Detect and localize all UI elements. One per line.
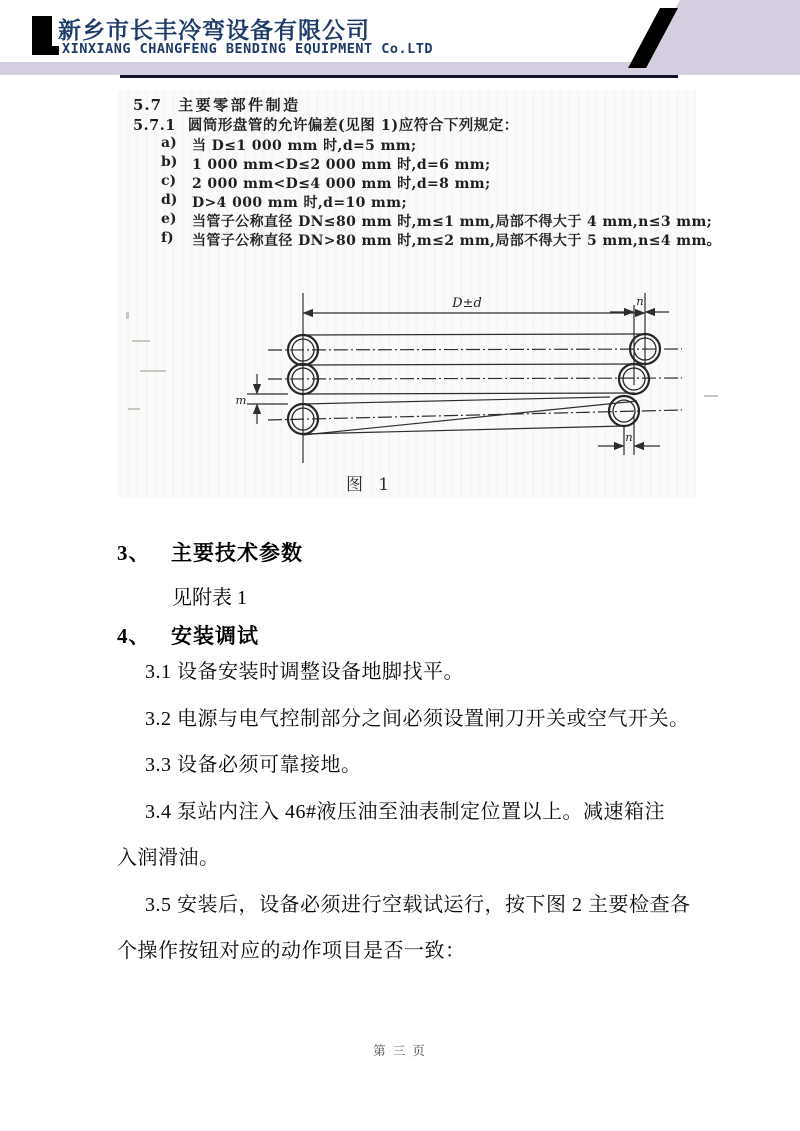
spec-item-label: d) xyxy=(161,192,178,208)
spec-item-label: b) xyxy=(161,154,178,170)
scan-artifact xyxy=(126,312,129,319)
spec-heading xyxy=(133,94,301,115)
spec-heading-title: 主要零部件制造 xyxy=(178,96,301,114)
dim-label-D: D±d xyxy=(452,296,482,311)
section-title: 主要技术参数 xyxy=(171,541,303,565)
section-number: 3、 xyxy=(117,541,151,565)
spec-subheading xyxy=(133,114,519,135)
spec-item-text: 1 000 mm<D≤2 000 mm 时,d=6 mm; xyxy=(192,157,491,173)
figure-caption: 图 1 xyxy=(346,475,395,495)
paragraph-line: 个操作按钮对应的动作项目是否一致： xyxy=(117,940,466,962)
paragraph-line: 3.4 泵站内注入 46#液压油至油表制定位置以上。减速箱注 xyxy=(145,800,665,823)
spec-item-label: c) xyxy=(161,173,177,189)
section-heading-3 xyxy=(117,537,303,567)
spec-item-text: D>4 000 mm 时,d=10 mm; xyxy=(192,195,408,211)
scan-artifact xyxy=(704,395,718,397)
spec-subheading-number: 5.7.1 xyxy=(133,117,176,134)
header-rule xyxy=(120,75,678,78)
section-heading-4 xyxy=(117,620,259,650)
spec-item-text: 当管子公称直径 DN>80 mm 时,m≤2 mm,局部不得大于 5 mm,n≤4 mm。 xyxy=(192,233,722,249)
section-number: 4、 xyxy=(117,624,151,648)
paragraph-line: 3.2 电源与电气控制部分之间必须设置闸刀开关或空气开关。 xyxy=(145,707,690,730)
dim-label-n-top: n xyxy=(636,294,644,308)
dim-label-m: m xyxy=(235,393,247,407)
logo-square-small-icon xyxy=(32,46,59,55)
header-band xyxy=(0,62,800,75)
scan-artifact xyxy=(132,340,150,342)
paragraph-line: 3.5 安装后，设备必须进行空载试运行，按下图 2 主要检查各 xyxy=(145,893,691,916)
company-name-cn: 新乡市长丰冷弯设备有限公司 xyxy=(58,17,370,43)
figure-1-diagram xyxy=(220,275,700,471)
spec-item-text: 2 000 mm<D≤4 000 mm 时,d=8 mm; xyxy=(192,176,491,192)
logo-square-icon xyxy=(32,16,52,46)
spec-item-label: e) xyxy=(161,211,177,227)
spec-subheading-text: 圆筒形盘管的允许偏差(见图 1)应符合下列规定： xyxy=(187,117,519,134)
spec-item-label: f) xyxy=(161,230,174,246)
paragraph-line: 3.1 设备安装时调整设备地脚找平。 xyxy=(145,661,464,683)
spec-item-text: 当管子公称直径 DN≤80 mm 时,m≤1 mm,局部不得大于 4 mm,n≤3 mm; xyxy=(192,214,713,230)
page-number: 第 三 页 xyxy=(373,1044,427,1058)
spec-item-label: a) xyxy=(161,135,177,151)
see-table-note: 见附表 1 xyxy=(172,587,247,609)
spec-heading-number: 5.7 xyxy=(133,96,163,114)
scan-artifact xyxy=(140,370,166,372)
dim-label-n-bottom: n xyxy=(625,430,633,444)
section-title: 安装调试 xyxy=(171,624,259,648)
paragraph-line: 入润滑油。 xyxy=(117,847,220,869)
spec-item-text: 当 D≤1 000 mm 时,d=5 mm; xyxy=(192,138,417,154)
paragraph-line: 3.3 设备必须可靠接地。 xyxy=(145,754,362,776)
company-name-en: XINXIANG CHANGFENG BENDING EQUIPMENT Co.LTD xyxy=(62,41,433,57)
scan-artifact xyxy=(128,408,140,410)
